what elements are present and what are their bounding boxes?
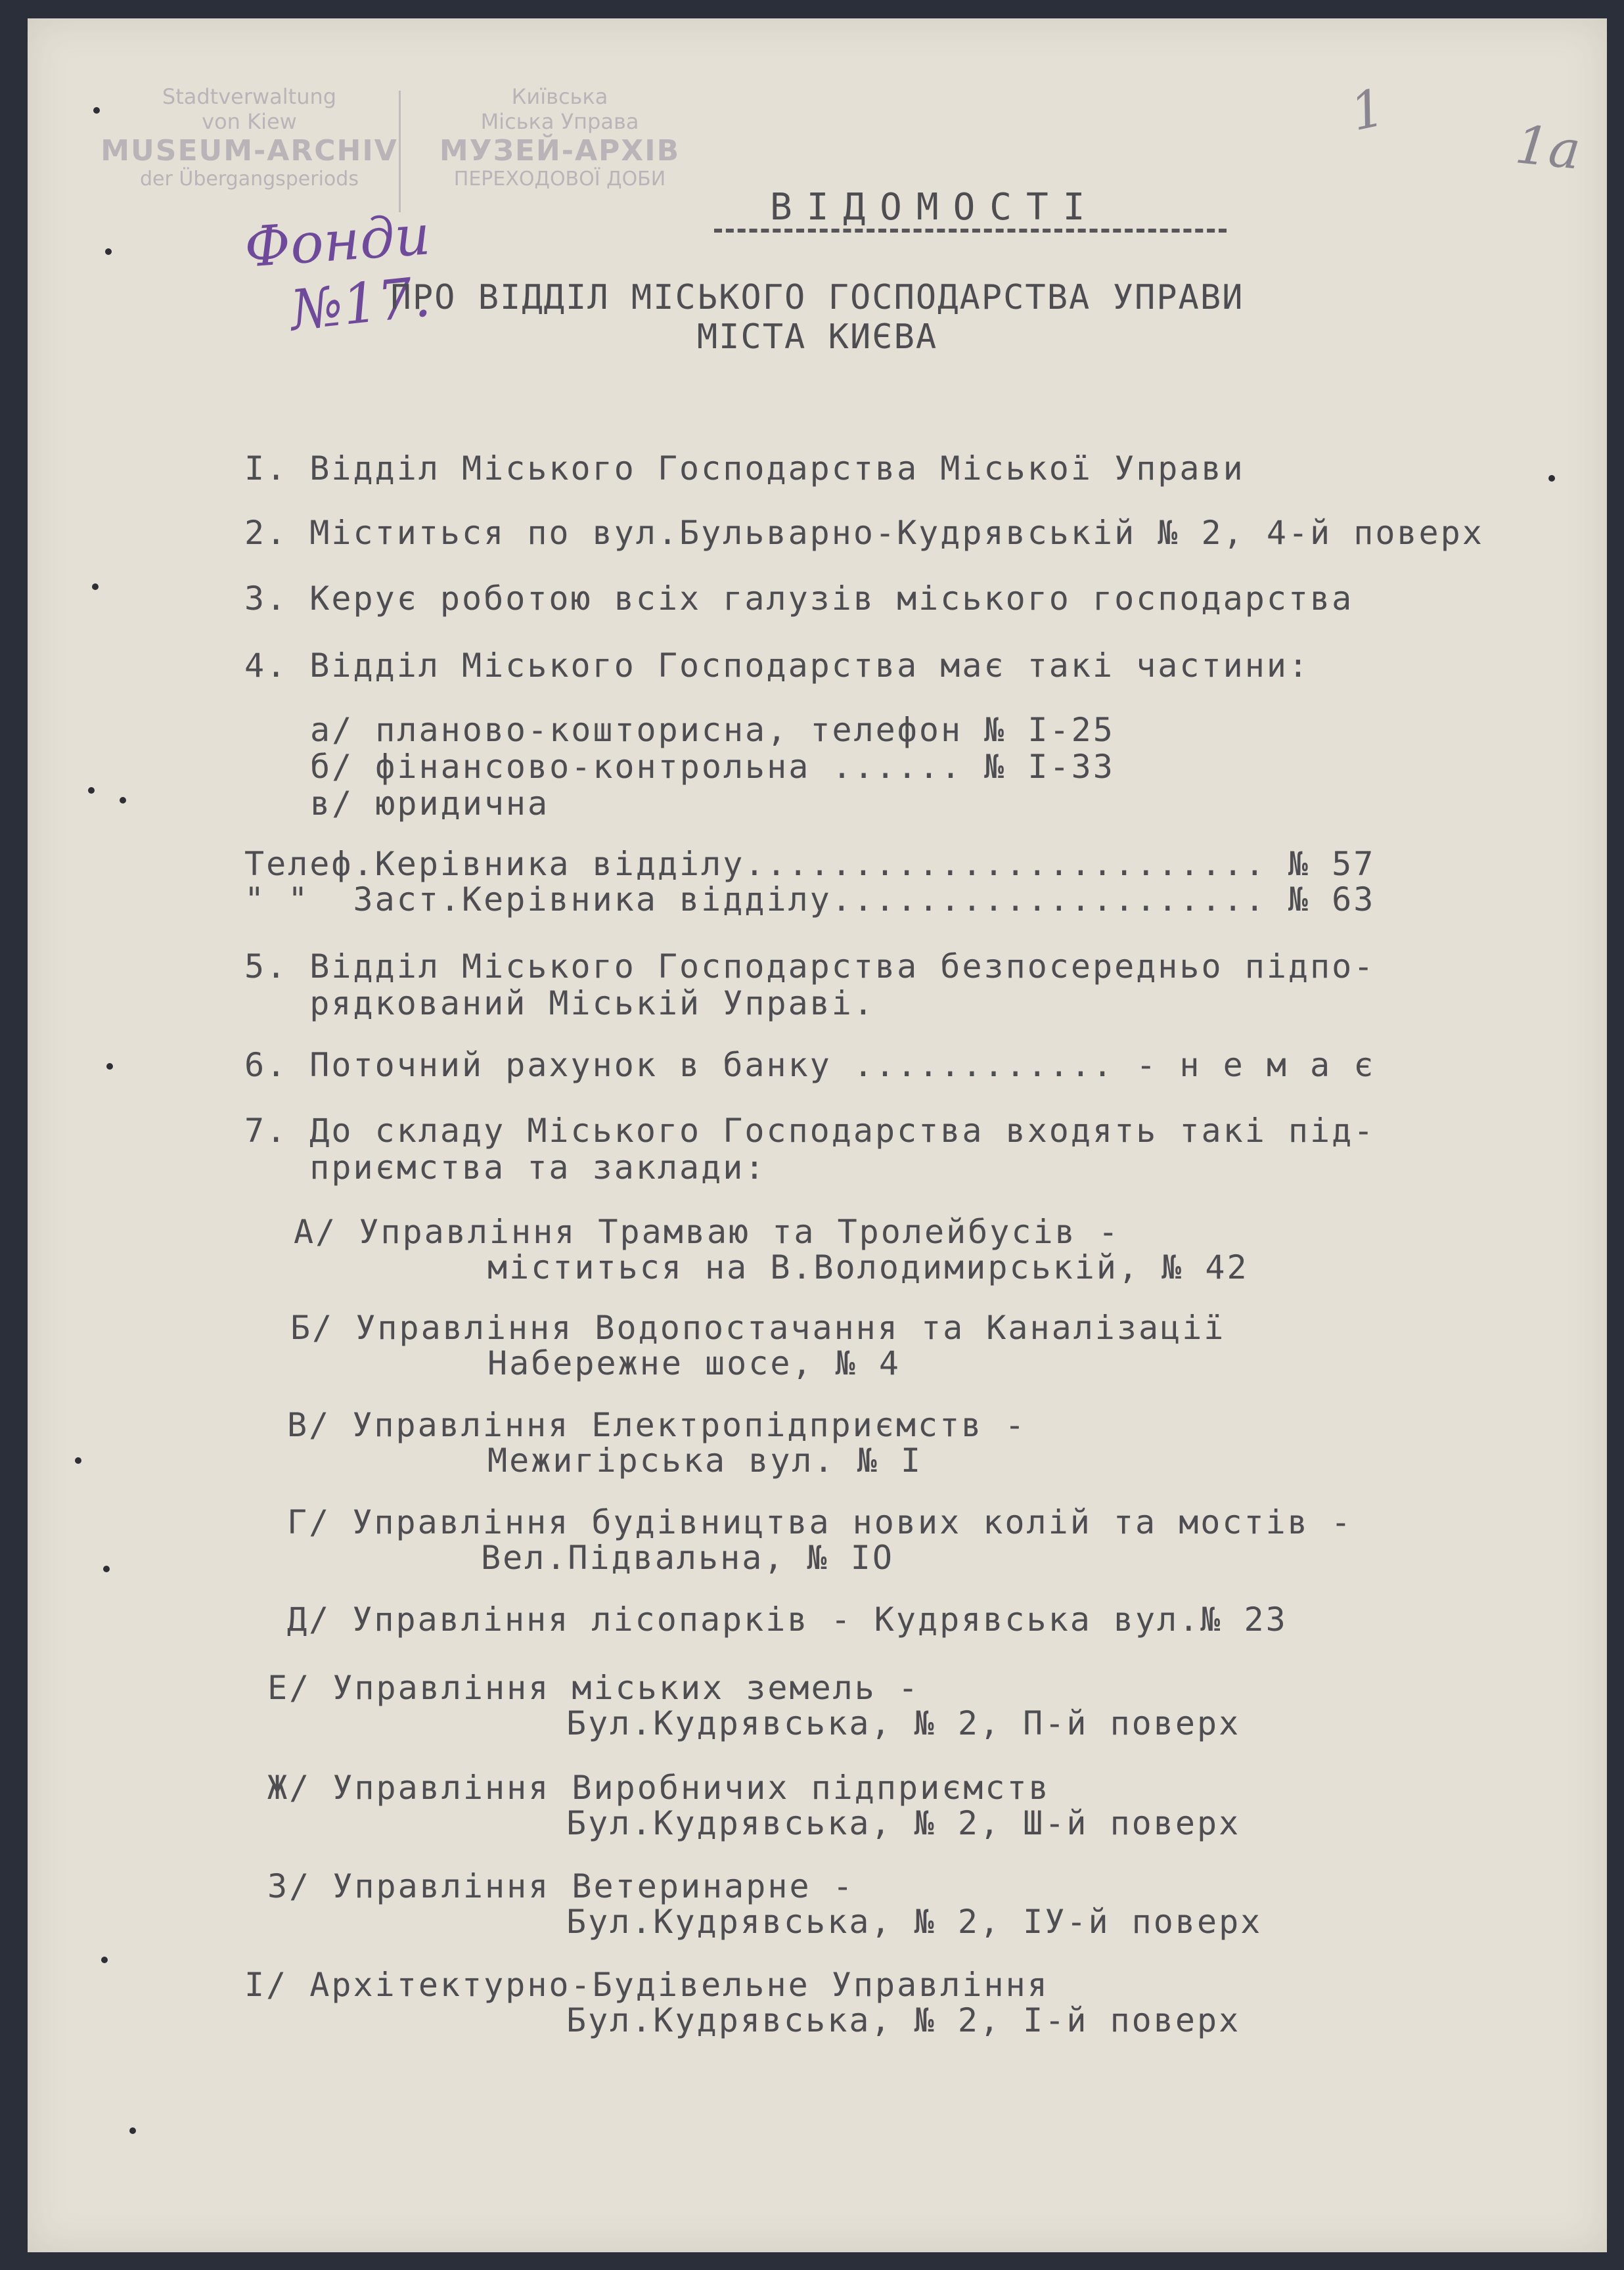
item-5-line-1: 5. Відділ Міського Господарства безпосередньо підпо- — [244, 947, 1376, 986]
item-1: I. Відділ Міського Господарства Міської Управи — [244, 449, 1245, 488]
handwritten-fond-number: №17. — [287, 264, 434, 343]
item-4: 4. Відділ Міського Господарства має такі частини: — [244, 647, 1311, 685]
enterprise-h-address: Бул.Кудрявська, № 2, IУ-й поверх — [566, 1903, 1263, 1941]
item-6: 6. Поточний рахунок в банку ............ - н е м а є — [244, 1046, 1376, 1084]
item-3: 3. Керує роботою всіх галузів міського господарства — [244, 579, 1354, 618]
title-underline — [714, 229, 1227, 233]
enterprise-c-address: Межигірська вул. № I — [487, 1441, 923, 1480]
stamp-divider — [399, 91, 401, 212]
enterprise-e-name: Д/ Управління лісопарків - Кудрявська вул.№ 23 — [287, 1600, 1288, 1639]
pencil-page-number: 1а — [1512, 114, 1584, 181]
department-c: в/ юридична — [310, 784, 550, 823]
enterprise-b-name: Б/ Управління Водопостачання та Каналізації — [290, 1309, 1226, 1347]
document-subtitle-line-2: МІСТА КИЄВА — [696, 317, 938, 357]
stamp-line: MUSEUM-ARCHIV — [101, 134, 398, 168]
stamp-line: von Kiew — [202, 109, 297, 134]
enterprise-h-name: З/ Управління Ветеринарне - — [267, 1867, 855, 1905]
department-a: а/ планово-кошторисна, телефон № I-25 — [310, 711, 1115, 749]
enterprise-c-name: В/ Управління Електропідприємств - — [287, 1406, 1027, 1444]
document-subtitle-line-1: ПРО ВІДДІЛ МІСЬКОГО ГОСПОДАРСТВА УПРАВИ — [390, 278, 1244, 317]
stamp-line: der Übergangsperiods — [140, 168, 359, 191]
stamp-line: Міська Управа — [480, 109, 639, 134]
enterprise-i-address: Бул.Кудрявська, № 2, I-й поверх — [566, 2001, 1241, 2039]
enterprise-f-address: Бул.Кудрявська, № 2, П-й поверх — [566, 1704, 1241, 1742]
stamp-line: ПЕРЕХОДОВОЇ ДОБИ — [453, 168, 666, 191]
handwritten-fond-label: Фонди — [242, 202, 433, 280]
stamp-line: Київська — [511, 84, 608, 109]
enterprise-b-address: Набережне шосе, № 4 — [487, 1344, 901, 1382]
item-2: 2. Міститься по вул.Бульварно-Кудрявській № 2, 4-й поверх — [244, 514, 1484, 552]
item-7-line-2: приємства та заклади: — [244, 1148, 767, 1187]
archive-stamp — [100, 84, 717, 222]
item-5-line-2: рядкований Міській Управі. — [244, 984, 875, 1022]
document-page — [28, 18, 1607, 2252]
stamp-german — [100, 84, 399, 191]
document-title: ВІДОМОСТІ — [770, 186, 1100, 229]
item-7-line-1: 7. До складу Міського Господарства входять такі під- — [244, 1112, 1376, 1150]
phone-head: Телеф.Керівника відділу........................ № 57 — [244, 845, 1376, 883]
stamp-line: МУЗЕЙ-АРХІВ — [439, 134, 681, 168]
enterprise-f-name: Е/ Управління міських земель - — [267, 1669, 920, 1707]
enterprise-d-name: Г/ Управління будівництва нових колій та мостів - — [287, 1503, 1353, 1541]
department-b: б/ фінансово-контрольна ...... № I-33 — [310, 748, 1115, 786]
phone-deputy: " " Заст.Керівника відділу.................... № 63 — [244, 880, 1376, 919]
enterprise-a-name: А/ Управління Трамваю та Тролейбусів - — [294, 1213, 1120, 1251]
stamp-ukrainian — [405, 84, 714, 191]
enterprise-d-address: Вел.Підвальна, № IO — [481, 1539, 894, 1577]
enterprise-a-address: міститься на В.Володимирській, № 42 — [487, 1248, 1249, 1286]
stamp-line: Stadtverwaltung — [162, 84, 337, 109]
enterprise-g-address: Бул.Кудрявська, № 2, Ш-й поверх — [566, 1804, 1241, 1842]
enterprise-i-name: I/ Архітектурно-Будівельне Управління — [244, 1966, 1049, 2004]
enterprise-g-name: Ж/ Управління Виробничих підприємств — [267, 1769, 1050, 1807]
pencil-mark: 1 — [1345, 78, 1390, 143]
